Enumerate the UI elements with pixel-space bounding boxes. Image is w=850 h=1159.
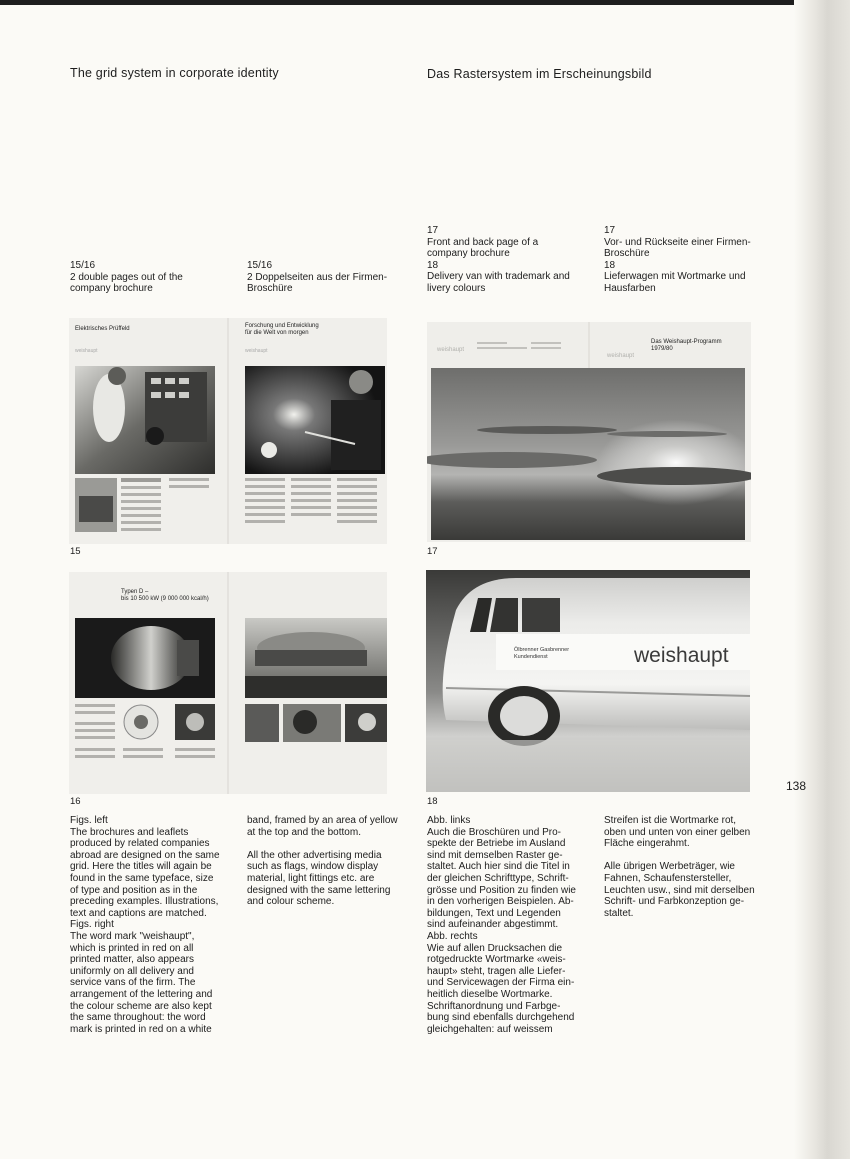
figure-16-number: 16 [70, 796, 81, 807]
fig17-front-wordmark: weishaupt [607, 353, 635, 359]
caption-15-16-german: 15/16 2 Doppelseiten aus der Firmen- Broschüre [247, 260, 388, 295]
caption-17-18-english: 17 Front and back page of a company brochure 18 Delivery van with trademark and livery colours [427, 225, 570, 294]
fig15-right-wordmark: weishaupt [245, 348, 268, 354]
heading-german: Das Rastersystem im Erscheinungsbild [427, 67, 652, 81]
figure-16-brochure-spread [69, 572, 387, 794]
figure-18-number: 18 [427, 796, 438, 807]
caption-15-16-english: 15/16 2 double pages out of the company brochure [70, 260, 183, 295]
figure-15-brochure-spread [69, 318, 387, 544]
fig16-title: Typen D – bis 10 500 kW (9 000 000 kcal/h) [121, 589, 209, 602]
figure-16-artwork [69, 572, 387, 794]
figure-18-delivery-van-photo [426, 570, 750, 792]
fig15-left-title: Elektrisches Prüffeld [75, 326, 130, 332]
fig17-back-wordmark: weishaupt [437, 347, 465, 353]
figure-17-artwork [427, 322, 751, 542]
body-column-4-german: Streifen ist die Wortmarke rot, oben und unten von einer gelben Fläche eingerahmt. Alle übrigen Werbeträger, wie Fahnen, Schaufenstersteller, Leuchten usw., sind mit derselben Schrift- und Farbkonzeption ge- staltet. [604, 815, 755, 919]
figure-17-number: 17 [427, 546, 438, 557]
fig17-brochure-title: Das Weishaupt-Programm 1979/80 [651, 339, 722, 352]
fig18-van-service-text: Ölbrenner Gasbrenner Kundendienst [514, 647, 570, 660]
figure-17-brochure-cover [427, 322, 751, 542]
body-column-2-english: band, framed by an area of yellow at the top and the bottom. All the other advertising media such as flags, window display material, light fittings etc. are designed with the same lettering and colour scheme. [247, 815, 398, 908]
heading-english: The grid system in corporate identity [70, 66, 279, 80]
body-column-3-german: Abb. links Auch die Broschüren und Pro- spekte der Betriebe im Ausland sind mit demselben Raster ge- staltet. Auch hier sind die Titel in der gleichen Schrifttype, Schrift- grösse und Position zu finden wie in den vorherigen Beispielen. Ab- bildungen, Text und Legenden sind aufeinander abgestimmt. Abb. rechts Wie auf allen Drucksachen die rotgedruckte Wortmarke «weis- haupt» steht, tragen alle Liefer- und Servicewagen der Firma ein- heitlich dieselbe Wortmarke. Schriftanordnung und Farbge- bung sind ebenfalls durchgehend gleichgehalten: auf weissem [427, 815, 576, 1035]
fig18-van-wordmark: weishaupt [634, 644, 729, 667]
fig15-left-wordmark: weishaupt [75, 348, 98, 354]
page-gutter-shadow [794, 0, 850, 1159]
fig15-right-title: Forschung und Entwicklung für die Welt von morgen [245, 323, 319, 336]
body-column-1-english: Figs. left The brochures and leaflets produced by related companies abroad are designed on the same grid. Here the titles will again be found in the same typeface, size of type and position as in the preceding examples. Illustrations, text and captions are matched. Figs. right The word mark "weishaupt", which is printed in red on all printed matter, also appears uniformly on all delivery and service vans of the firm. The arrangement of the lettering and the colour scheme are also kept the same throughout: the word mark is printed in red on a white [70, 815, 220, 1035]
page-number: 138 [786, 779, 807, 793]
figure-15-artwork [69, 318, 387, 544]
figure-18-artwork [426, 570, 750, 792]
page-top-edge [0, 0, 850, 5]
caption-17-18-german: 17 Vor- und Rückseite einer Firmen- Broschüre 18 Lieferwagen mit Wortmarke und Hausfarben [604, 225, 751, 294]
figure-15-number: 15 [70, 546, 81, 557]
